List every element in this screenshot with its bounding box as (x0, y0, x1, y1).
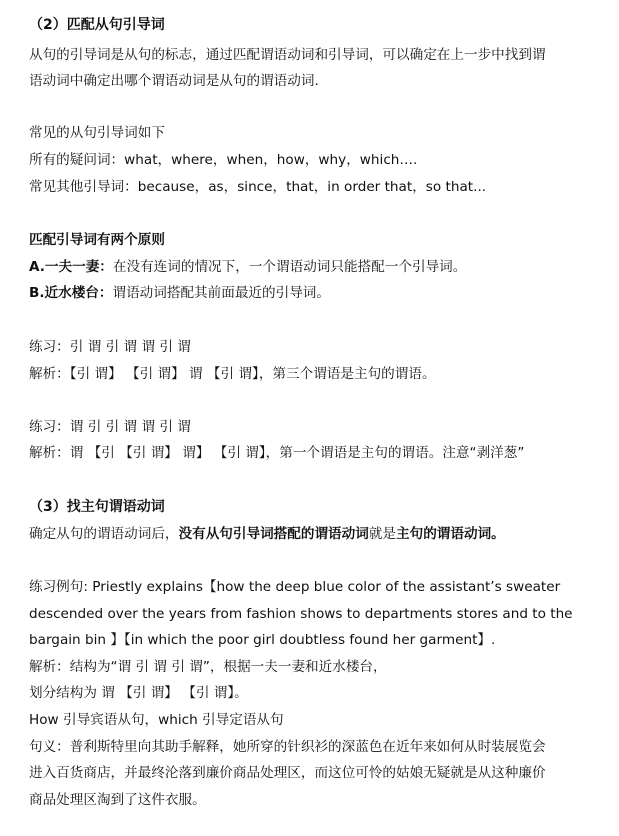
example-line2: descended over the years from fashion shows to departments stores and to the (29, 606, 573, 622)
analysis-line1: 解析：结构为“谓 引 谓 引 谓”，根据一夫一妻和近水楼台， (29, 659, 387, 675)
analysis-2: 解析：谓 【引 【引 谓】 谓】 【引 谓】，第一个谓语是主句的谓语。注意“剥洋葱” (29, 445, 525, 461)
analysis-line3: How 引导宾语从句，which 引导定语从句 (29, 712, 284, 728)
exercise-2: 练习：谓 引 引 谓 谓 引 谓 (29, 419, 191, 435)
other-guide-words: 常见其他引导词：because，as，since，that，in order that，so that... (29, 179, 487, 195)
rule-a-text: 在没有连词的情况下，一个谓语动词只能搭配一个引导词。 (112, 259, 467, 275)
meaning-line1: 句义：普利斯特里向其助手解释，她所穿的针织衫的深蓝色在近年来如何从时装展览会 (29, 739, 546, 755)
meaning-line2: 进入百货商店，并最终沦落到廉价商品处理区，而这位可怜的姑娘无疑就是从这种廉价 (29, 765, 546, 781)
section2-intro-line2: 语动词中确定出哪个谓语动词是从句的谓语动词. (29, 73, 319, 89)
section2-intro-line1: 从句的引导词是从句的标志，通过匹配谓语动词和引导词，可以确定在上一步中找到谓 (29, 47, 546, 63)
rule-b-label: B.近水楼台： (29, 285, 113, 301)
matching-rules-title: 匹配引导词有两个原则 (29, 232, 165, 248)
rule-a (29, 257, 611, 277)
rule-b (29, 283, 611, 303)
intro-bold-1: 没有从句引导词搭配的谓语动词 (178, 526, 369, 542)
analysis-line2: 划分结构为 谓 【引 谓】 【引 谓】。 (29, 685, 248, 701)
section3-heading: （3）找主句谓语动词 (29, 499, 165, 515)
exercise-1: 练习：引 谓 引 谓 谓 引 谓 (29, 339, 191, 355)
section2-heading: （2）匹配从句引导词 (29, 17, 165, 33)
meaning-line3: 商品处理区淘到了这件衣服。 (29, 792, 206, 808)
intro-plain-1: 确定从句的谓语动词后， (29, 526, 179, 542)
intro-bold-2: 主句的谓语动词。 (396, 526, 505, 542)
interrogative-words: 所有的疑问词：what，where，when，how，why，which…. (29, 152, 418, 168)
rule-b-text: 谓语动词搭配其前面最近的引导词。 (112, 285, 330, 301)
analysis-1: 解析：【引 谓】 【引 谓】 谓 【引 谓】，第三个谓语是主句的谓语。 (29, 366, 436, 382)
example-line1: 练习例句: Priestly explains【how the deep blue color of the assistant’s sweater (29, 579, 561, 595)
section3-intro (29, 524, 611, 544)
example-line3: bargain bin 】【in which the poor girl doubtless found her garment】. (29, 632, 496, 648)
rule-a-label: A.一夫一妻： (29, 259, 113, 275)
common-guides-title: 常见的从句引导词如下 (29, 125, 165, 141)
intro-plain-2: 就是 (368, 526, 397, 542)
